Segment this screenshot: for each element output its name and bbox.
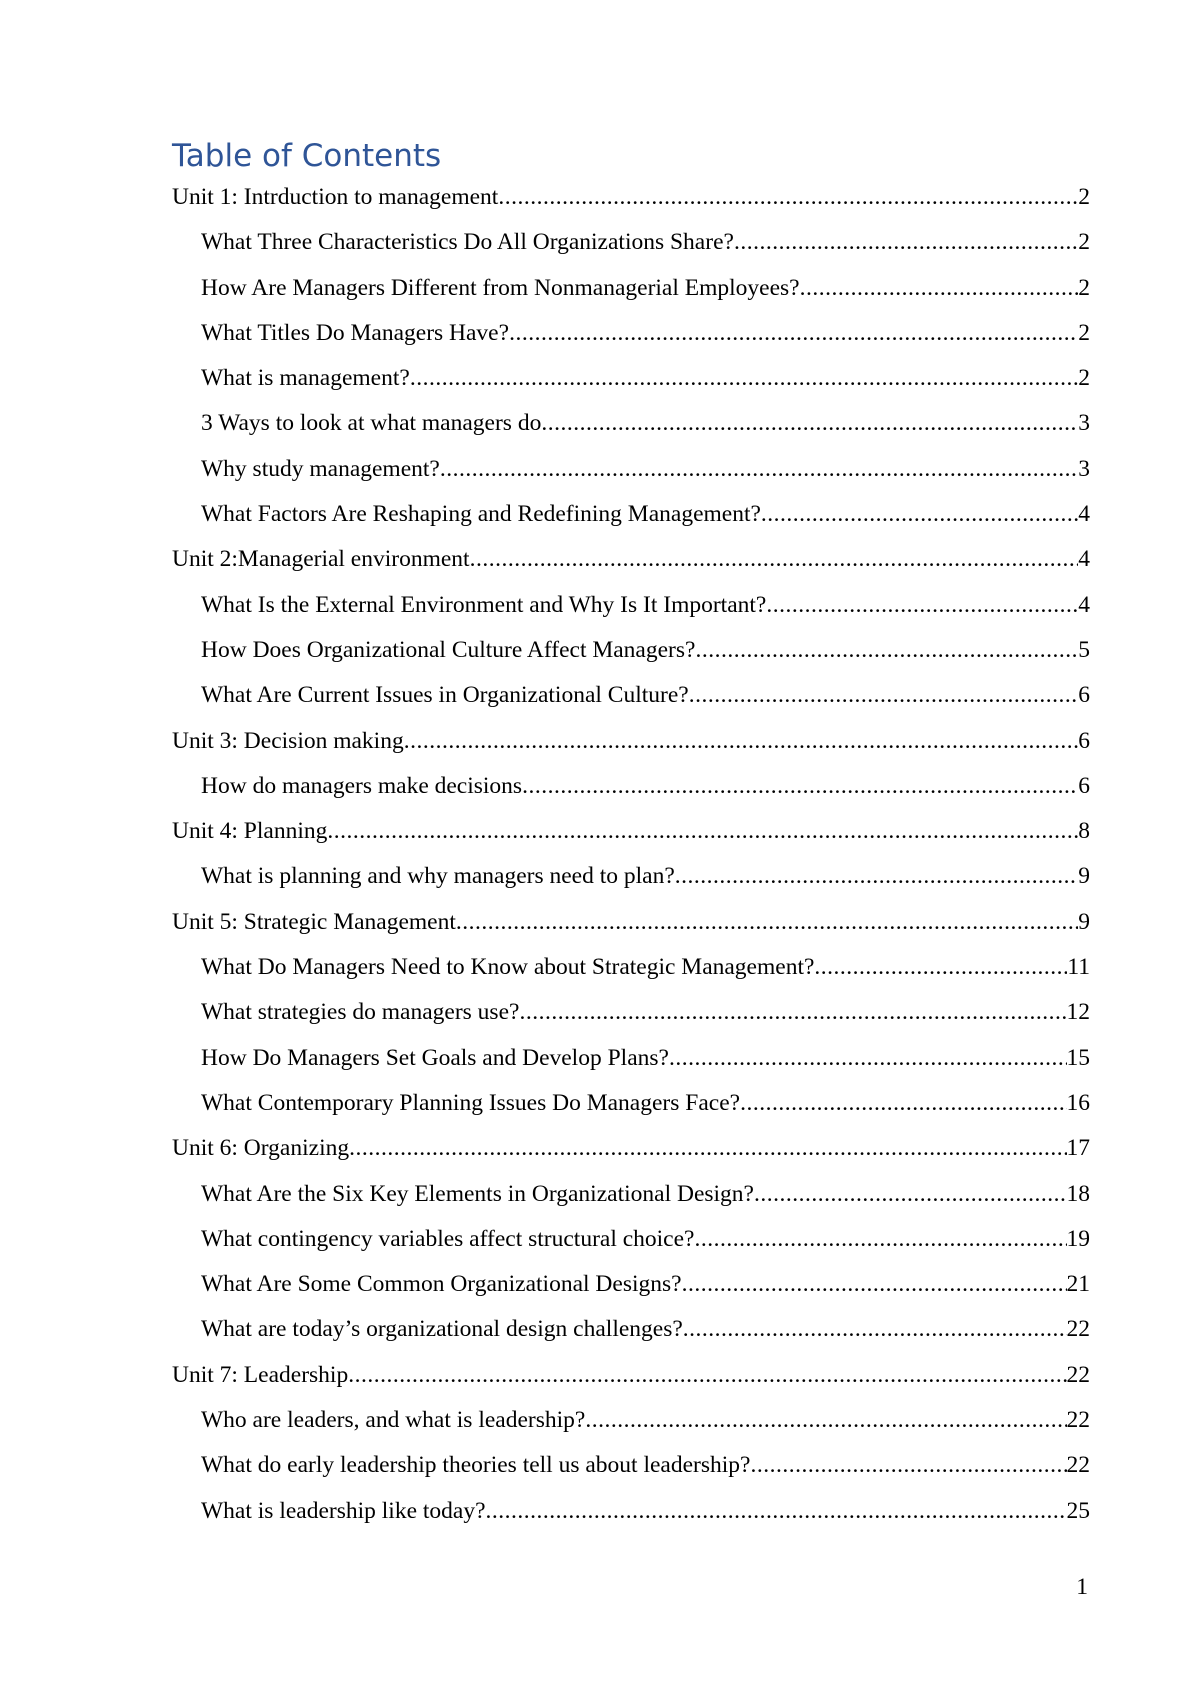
toc-dot-leader xyxy=(404,720,1079,762)
toc-dot-leader xyxy=(585,1399,1066,1441)
toc-entry-title: Unit 5: Strategic Management xyxy=(172,908,456,935)
toc-entry-page-number: 2 xyxy=(1078,365,1090,392)
toc-section-entry[interactable] xyxy=(172,221,1090,266)
toc-dot-leader xyxy=(486,1490,1067,1532)
toc-dot-leader xyxy=(814,946,1067,988)
toc-entry-page-number: 22 xyxy=(1066,1407,1090,1434)
toc-entry-page-number: 15 xyxy=(1066,1044,1090,1071)
toc-dot-leader xyxy=(410,357,1078,399)
toc-dot-leader xyxy=(470,538,1079,580)
toc-heading: Table of Contents xyxy=(172,138,442,174)
toc-unit-entry[interactable] xyxy=(172,1354,1090,1399)
toc-dot-leader xyxy=(349,1127,1066,1169)
toc-section-entry[interactable] xyxy=(172,1218,1090,1263)
toc-entry-title: Unit 2:Managerial environment xyxy=(172,546,470,573)
toc-entry-title: What Are Current Issues in Organizational Culture? xyxy=(201,682,689,709)
toc-dot-leader xyxy=(440,448,1078,490)
toc-entry-title: What Do Managers Need to Know about Strategic Management? xyxy=(201,954,815,981)
toc-entry-page-number: 2 xyxy=(1078,274,1090,301)
toc-entry-page-number: 2 xyxy=(1078,319,1090,346)
toc-list xyxy=(172,176,1090,1535)
toc-dot-leader xyxy=(695,629,1078,671)
toc-entry-page-number: 21 xyxy=(1066,1271,1090,1298)
toc-section-entry[interactable] xyxy=(172,765,1090,810)
toc-entry-page-number: 5 xyxy=(1078,636,1090,663)
toc-entry-page-number: 4 xyxy=(1078,546,1090,573)
toc-entry-page-number: 22 xyxy=(1066,1452,1090,1479)
toc-entry-title: Why study management? xyxy=(201,455,440,482)
toc-section-entry[interactable] xyxy=(172,357,1090,402)
toc-entry-title: Unit 4: Planning xyxy=(172,818,328,845)
toc-entry-title: What do early leadership theories tell us about leadership? xyxy=(201,1452,751,1479)
toc-entry-title: Unit 7: Leadership xyxy=(172,1361,349,1388)
toc-dot-leader xyxy=(669,1037,1067,1079)
toc-entry-title: What Titles Do Managers Have? xyxy=(201,319,510,346)
toc-entry-page-number: 16 xyxy=(1066,1089,1090,1116)
toc-entry-page-number: 2 xyxy=(1078,184,1090,210)
toc-dot-leader xyxy=(761,493,1078,535)
toc-entry-page-number: 2 xyxy=(1078,229,1090,256)
toc-entry-page-number: 9 xyxy=(1078,908,1090,935)
toc-entry-page-number: 6 xyxy=(1078,682,1090,709)
toc-dot-leader xyxy=(766,584,1078,626)
toc-dot-leader xyxy=(327,810,1078,852)
toc-entry-page-number: 25 xyxy=(1066,1497,1090,1524)
toc-dot-leader xyxy=(683,1308,1067,1350)
toc-entry-page-number: 18 xyxy=(1066,1180,1090,1207)
toc-entry-title: How Does Organizational Culture Affect Managers? xyxy=(201,636,696,663)
toc-entry-title: What are today’s organizational design challenges? xyxy=(201,1316,683,1343)
toc-section-entry[interactable] xyxy=(172,629,1090,674)
toc-entry-page-number: 17 xyxy=(1066,1135,1090,1162)
toc-section-entry[interactable] xyxy=(172,1399,1090,1444)
toc-section-entry[interactable] xyxy=(172,1263,1090,1308)
toc-unit-entry[interactable] xyxy=(172,176,1090,221)
toc-entry-page-number: 4 xyxy=(1078,501,1090,528)
toc-entry-title: How Are Managers Different from Nonmanagerial Employees? xyxy=(201,274,800,301)
toc-dot-leader xyxy=(675,855,1078,897)
toc-section-entry[interactable] xyxy=(172,1308,1090,1353)
toc-entry-title: What Are the Six Key Elements in Organizational Design? xyxy=(201,1180,754,1207)
toc-unit-entry[interactable] xyxy=(172,1127,1090,1172)
toc-dot-leader xyxy=(750,1444,1066,1486)
toc-entry-page-number: 19 xyxy=(1066,1225,1090,1252)
toc-dot-leader xyxy=(682,1263,1067,1305)
toc-section-entry[interactable] xyxy=(172,991,1090,1036)
toc-entry-title: What Is the External Environment and Why Is It Important? xyxy=(201,591,767,618)
toc-entry-title: 3 Ways to look at what managers do xyxy=(201,410,542,437)
toc-dot-leader xyxy=(348,1354,1066,1396)
toc-entry-title: What is planning and why managers need to plan? xyxy=(201,863,675,890)
page-number: 1 xyxy=(1076,1574,1088,1600)
toc-dot-leader xyxy=(541,402,1078,444)
toc-dot-leader xyxy=(694,1218,1066,1260)
toc-section-entry[interactable] xyxy=(172,1082,1090,1127)
toc-entry-title: What Are Some Common Organizational Designs? xyxy=(201,1271,682,1298)
toc-unit-entry[interactable] xyxy=(172,901,1090,946)
toc-dot-leader xyxy=(456,901,1078,943)
toc-section-entry[interactable] xyxy=(172,1490,1090,1535)
toc-unit-entry[interactable] xyxy=(172,810,1090,855)
toc-entry-title: What Contemporary Planning Issues Do Managers Face? xyxy=(201,1089,741,1116)
toc-entry-page-number: 22 xyxy=(1066,1316,1090,1343)
toc-entry-page-number: 6 xyxy=(1078,727,1090,754)
toc-dot-leader xyxy=(689,674,1079,716)
toc-dot-leader xyxy=(522,765,1078,807)
toc-entry-page-number: 22 xyxy=(1066,1361,1090,1388)
toc-dot-leader xyxy=(519,991,1066,1033)
toc-entry-title: Who are leaders, and what is leadership? xyxy=(201,1407,586,1434)
toc-section-entry[interactable] xyxy=(172,448,1090,493)
toc-entry-title: Unit 3: Decision making xyxy=(172,727,404,754)
toc-entry-page-number: 6 xyxy=(1078,772,1090,799)
toc-entry-title: Unit 6: Organizing xyxy=(172,1135,350,1162)
toc-section-entry[interactable] xyxy=(172,312,1090,357)
toc-entry-page-number: 4 xyxy=(1078,591,1090,618)
toc-entry-page-number: 8 xyxy=(1078,818,1090,845)
toc-section-entry[interactable] xyxy=(172,493,1090,538)
toc-entry-title: What Factors Are Reshaping and Redefining Management? xyxy=(201,501,761,528)
toc-entry-page-number: 9 xyxy=(1078,863,1090,890)
toc-entry-title: What Three Characteristics Do All Organizations Share? xyxy=(201,229,734,256)
toc-dot-leader xyxy=(800,267,1079,309)
toc-entry-page-number: 3 xyxy=(1078,410,1090,437)
toc-dot-leader xyxy=(498,176,1078,218)
toc-entry-title: What is management? xyxy=(201,365,410,392)
toc-section-entry[interactable] xyxy=(172,1037,1090,1082)
toc-entry-page-number: 3 xyxy=(1078,455,1090,482)
toc-unit-entry[interactable] xyxy=(172,538,1090,583)
toc-entry-title: Unit 1: Intrduction to management xyxy=(172,184,499,210)
toc-unit-entry[interactable] xyxy=(172,720,1090,765)
toc-section-entry[interactable] xyxy=(172,674,1090,719)
toc-entry-page-number: 11 xyxy=(1067,954,1090,981)
toc-entry-title: How Do Managers Set Goals and Develop Plans? xyxy=(201,1044,669,1071)
toc-section-entry[interactable] xyxy=(172,402,1090,447)
toc-entry-page-number: 12 xyxy=(1066,999,1090,1026)
toc-dot-leader xyxy=(734,221,1078,263)
toc-dot-leader xyxy=(740,1082,1066,1124)
toc-dot-leader xyxy=(754,1173,1067,1215)
toc-section-entry[interactable] xyxy=(172,946,1090,991)
toc-dot-leader xyxy=(509,312,1078,354)
toc-section-entry[interactable] xyxy=(172,267,1090,312)
toc-entry-title: What is leadership like today? xyxy=(201,1497,486,1524)
toc-entry-title: What contingency variables affect structural choice? xyxy=(201,1225,695,1252)
toc-section-entry[interactable] xyxy=(172,584,1090,629)
toc-section-entry[interactable] xyxy=(172,1173,1090,1218)
toc-section-entry[interactable] xyxy=(172,1444,1090,1489)
toc-entry-title: How do managers make decisions xyxy=(201,772,523,799)
toc-section-entry[interactable] xyxy=(172,855,1090,900)
toc-entry-title: What strategies do managers use? xyxy=(201,999,520,1026)
